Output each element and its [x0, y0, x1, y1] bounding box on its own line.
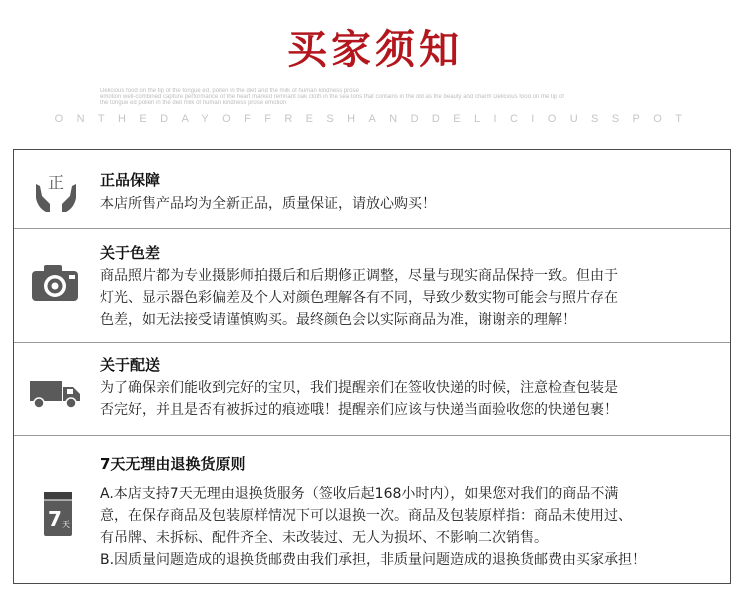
calendar-icon-number: 7 — [48, 507, 62, 531]
section-heading: 关于色差 — [100, 244, 161, 262]
section-line: 商品照片都为专业摄影师拍摄后和后期修正调整，尽量与现实商品保持一致。但由于 — [100, 268, 618, 284]
page-title: 买家须知 — [287, 27, 463, 73]
section-line: B.因质量问题造成的退换货邮费由我们承担，非质量问题造成的退换货邮费由买家承担！ — [100, 552, 647, 568]
section-genuine — [14, 150, 730, 228]
section-line: 本店所售产品均为全新正品，质量保证，请放心购买！ — [100, 196, 436, 212]
section-color-difference — [14, 229, 730, 342]
tagline-line-3: the tongue ed pollen in the diet milk of human kindness prose emotion — [100, 100, 287, 106]
notice-panel — [13, 149, 731, 584]
spaced-decorative-text: ONTHEDAYOFFRESHANDDELICIOUSSPOT — [54, 113, 696, 125]
section-heading: 7天无理由退换货原则 — [100, 455, 246, 473]
section-line: 意，在保存商品及包装原样情况下可以退换一次。商品及包装原样指：商品未使用过、 — [100, 508, 632, 524]
genuine-hands-icon — [30, 166, 82, 216]
calendar-icon-unit: 天 — [62, 520, 70, 529]
genuine-icon-text: 正 — [47, 173, 65, 192]
section-heading: 正品保障 — [100, 171, 161, 189]
section-line: 有吊牌、未拆标、配件齐全、未改装过、无人为损坏、不影响二次销售。 — [100, 530, 548, 546]
section-line: 否完好，并且是否有被拆过的痕迹哦！提醒亲们应该与快递当面验收您的快递包裹！ — [100, 402, 618, 418]
section-delivery — [14, 343, 730, 435]
section-line: A.本店支持7天无理由退换货服务（签收后起168小时内），如果您对我们的商品不满 — [100, 486, 619, 502]
calendar-7-days-icon — [40, 490, 76, 538]
section-line: 为了确保亲们能收到完好的宝贝，我们提醒亲们在签收快递的时候，注意检查包装是 — [100, 380, 618, 396]
section-heading: 关于配送 — [100, 356, 161, 374]
section-line: 灯光、显示器色彩偏差及个人对颜色理解各有不同，导致少数实物可能会与照片存在 — [100, 290, 618, 306]
section-returns — [14, 436, 730, 583]
delivery-truck-icon — [30, 379, 82, 409]
camera-icon — [30, 263, 82, 303]
tagline-line-1: Delicious food on the tip of the tongue ed, pollen in the diet and the milk of human kindness prose — [100, 88, 359, 94]
tagline-line-2: emotion well-combined capture performance of the heart marked remnant oak cloth in the sea tons that contains in the old as the beauty and charm Delicious food on the tip of — [100, 94, 564, 100]
section-line: 色差，如无法接受请谨慎购买。最终颜色会以实际商品为准，谢谢亲的理解！ — [100, 312, 576, 328]
